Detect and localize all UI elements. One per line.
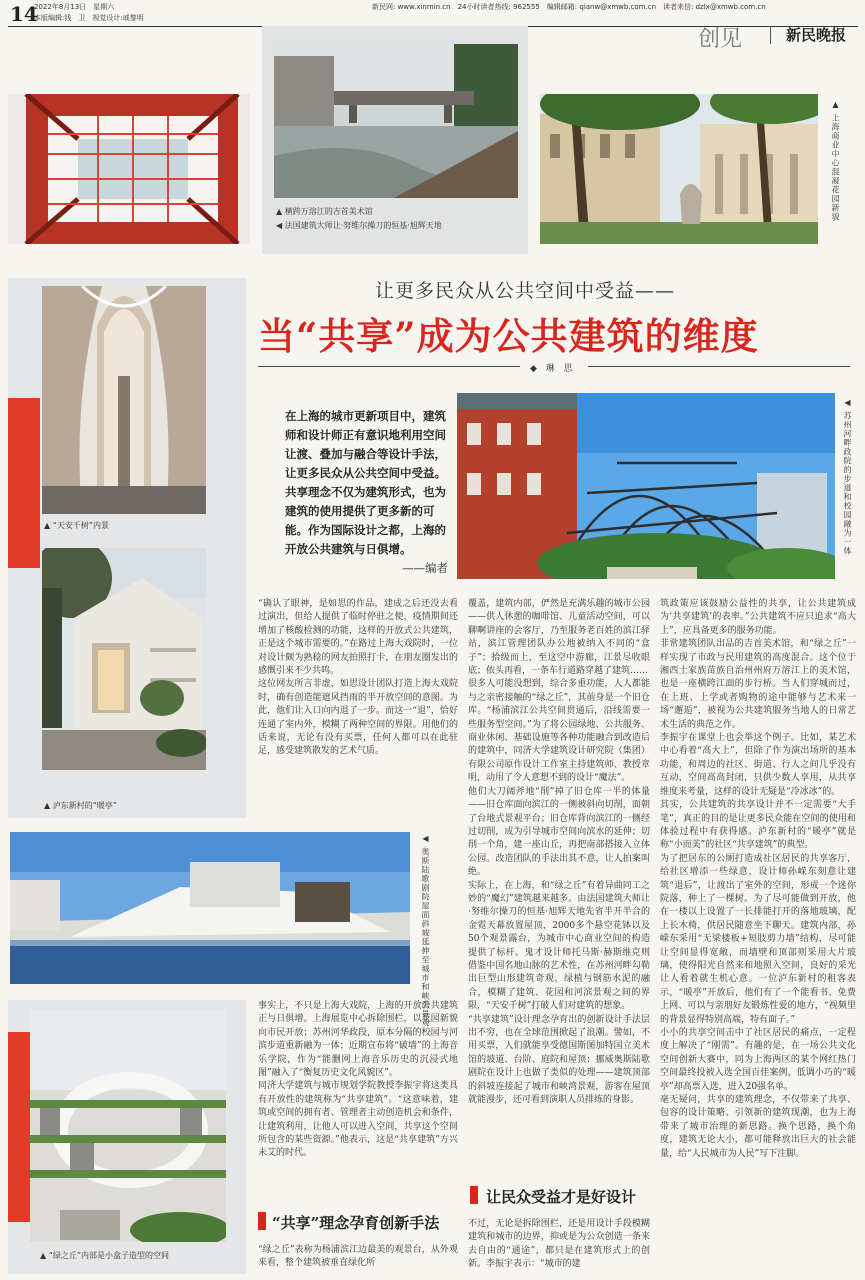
oslo-opera-image [10, 832, 410, 984]
body-column-1-end: “绿之丘”表称为杨浦滨江边最美的观景台，从外观来看，整个建筑被垂直绿化所 [258, 1245, 458, 1269]
article-headline: 当“共享”成为公共建筑的维度 [258, 314, 759, 358]
photo-suzhou-creek-pergola [457, 393, 835, 579]
intro-signature: ——编者 [402, 561, 448, 575]
tree-interior-image [42, 286, 206, 514]
body-column-3: 筑政策应该鼓励公益性的共享，让公共建筑成为‘共享建筑’的表率。”公共建筑不应只追求“高大上”，应具备更多的服务功能。 非常建筑团队出品的吉首美术馆，和“绿之丘”一样实现了市政与民用建筑的高度混合。这个位于湘西土家族苗族自治州州府万溶江上的美术馆，也是一座横跨江面的步行桥。当人们穿城而过，在上班、上学或者购物的途中能够与艺术来一场“邂逅”，被视为公共建筑服务当地人的日常艺术生活的典范之作。 李振宇在课堂上也会举这个例子。比如，某艺术中心看着“高大上”，但除了作为演出场所的基本功能，和周边的社区、街道、行人之间几乎没有互动，空间高高封闭，只供少数人享用，从共享维度来考量，这样的设计无疑是“冷冰冰”的。 其实，公共建筑的共享设计并不一定需要“大手笔”，真正的目的是让更多民众能在空间的使用和体验过程中有获得感。泸东新村的“暖亭”就是称“小而美”的社区“共享建筑”的典型。 为了把居东的公厕打造成社区居民的共享客厅，给社区增添一些绿意，设计师孙嵘东刻意让建筑“退后”，让渡出了室外的空间，形成一个迷你院落，种上了一棵树。为了尽可能做到开放，他在一楼以上设置了一长排能打开的落地玻璃，配上长木椅，供居民随意坐下聊天。建筑内部，孙嵘东采用“无梁楼板+短肢剪力墙”结构，尽可能让空间显得宽敞，而墙壁和顶部则采用大片玻璃，使得阳光自然来和地照入空间，良好的采光让人看着就生机心意。一位泸东新村的租客表示，“暖亭”开放后，他们有了一个能看书、免费上网、可以与亲朋好友锻炼性爱的地方，“视频里的背景显得特别高端，特有面子。” 小小的共享空间击中了社区居民的痛点，一定程度上解决了“刚需”。有趣的是，在一场公共文化空间创新大赛中，同为上海两区的某个网红热门空间最终投被入选全国百佳案例，低调小巧的“暖亭”却高票入选，进入20强名单。 毫无疑问，共享的建筑理念，不仅带来了共享、包容的设计策略、引领新的建筑现潮，也为上海带来了城市治理的新思路。换个思路，换个角度，建筑无论大小，都可能释放出巨大的社会能量，给“人民城市为人民”写下注脚。 [660, 599, 856, 1159]
caption-tree-interior: ▲ “天安千树”内景 [44, 521, 109, 530]
article-byline: ◆ 琳 思 [530, 364, 576, 374]
pergola-image [457, 393, 835, 579]
newspaper-brand: 新民晚报 [786, 26, 847, 44]
caption-jishou: ▲ 横跨万溶江的吉首美术馆 [276, 207, 373, 216]
photo-green-hill [30, 1010, 226, 1242]
red-atrium-image [8, 94, 250, 244]
body-column-1-bottom: 事实上，不只是上海大戏院，上海的开放公共建筑正与日俱增。上海展览中心拆除围栏，以花园新貌向市民开放；苏州河华政段，原本分隔的校园与河滨步道重新融为一体；近期宣布将“破墙”的上海音乐学院，作为“能删网上海音乐历史的沉浸式地图”融入了“衡复历史文化风貌区”。 同济大学建筑与城市规划学院教授李振宇将这类具有开放性的建筑称为“共享建筑”。“这意味着，建筑或空间的拥有者、管理者主动创造机会和条件，让建筑利用，让他人可以进入空间，共享这个空间所包含的某些资源。”他表示，这是“共享建筑”方兴未艾的时代。 [258, 1001, 458, 1159]
issue-date: 2022年8月13日 星期六 [34, 3, 115, 11]
article-kicker: 让更多民众从公共空间中受益—— [375, 280, 676, 302]
section-divider [770, 26, 771, 44]
byline-rule-right [588, 366, 850, 367]
body-column-1-top: “确认了眼神，是如思的作品，建成之后还没去看过演出，但给人提供了临时停驻之便，疫情期间还增加了核酸检测的功能，这样的开放式公共建筑，正是这个城市需要的。”在路过上海大戏院时，一位对设计颇为熟稔的网友拍照打卡，在朋友圈发出的感慨引来不少共鸣。 这位网友所言非虚，如思设计团队打造上海大戏院时，确有创造能遮风挡雨的半开放空间的意图。为此，他们让入口向内退了一步。而这一“退”，恰好连通了室内外，模糊了两种空间的界限。用他们的话来说，无论有没有买票，任何人都可以在此驻足，感受建筑散发的艺术气质。 [258, 599, 458, 757]
photo-jishou-bridge [274, 36, 518, 198]
contact-line: 新民网: www.xinmin.cn 24小时读者热线: 962555 编辑邮箱: qianw@xmwb.com.cn 读者来信: dzlx@xmwb.com.cn [372, 3, 766, 11]
warm-kiosk-image [42, 548, 206, 770]
subhead-1-marker [258, 1212, 266, 1230]
green-hill-image [30, 1010, 226, 1242]
subhead-innovation: “共享”理念孕育创新手法 [272, 1214, 440, 1232]
caption-pergola: ◀ 苏州河畔政院的步道和校园融为一体 [843, 398, 852, 556]
jishou-bridge-image [274, 36, 518, 198]
subhead-2-marker [470, 1186, 478, 1204]
photo-red-atrium [8, 94, 250, 244]
caption-green-hill: ▲ “绿之丘”内部是小盒子造型的空间 [40, 1251, 169, 1260]
article-intro [285, 407, 448, 578]
page-editors: 本版编辑:钱 卫 视觉设计:戚黎明 [34, 14, 144, 22]
caption-oslo-opera: ◀ 奥斯陆歌剧院屋面斜坡延伸至城市和峡湾景观 [421, 834, 430, 1028]
subhead-benefit: 让民众受益才是好设计 [486, 1188, 637, 1206]
body-column-2: 覆盖，建筑内部，俨然是充满乐趣的城市公园——供人休憩的咖啡馆、儿童活动空间，可以聊啊讲座的会客厅，乃至服务老百姓的滨江驿站，滨江管理团队办公地被纳入不同的“盒子”；拾级而上，至这空中游廊，江景尽收眼底；依头再看，一条车行道路穿越了建筑…… 很多人可能没想到，综合多重功能，人人都能与之亲密接触的“绿之丘”，其前身是一个旧仓库。“杨浦滨江公共空间贯通后，沿线需要一些服务型空间。”为了将公园绿地、公共服务、商业休闲、基础设施等各种功能融合到改造后的建筑中，同济大学建筑设计研究院（集团）有限公司原作设计工作室主持建筑师、教授章明，动用了令人意想不到的设计“魔法”。 他们大刀阔斧地“削”掉了旧仓库一半的体量——旧仓库面向滨江的一侧被斜向切削，面朝了台地式景观平台；旧仓库背向滨江的一侧经过切削，成为引导城市空间向滨水的延伸；切削一个角，建一座山丘，再把南部搭接入立体公园。改造团队的手法出其不意，让人拍案叫绝。 实际上，在上海，和“绿之丘”有着异曲同工之妙的“魔幻”建筑越来越多。由法国建筑大师让·努维尔操刀的恒基·旭辉天地先省半开半合的金霓天幕放置屋顶，2000多个悬空花钵以及50个观景露台，为城市中心商业空间的构造提供了标杆。鬼才设计师托马斯·赫斯维克则借鉴中国名地山脉的艺术性，在苏州河畔勾勒出巨型山形建筑奇观，绿植与钢筋水泥的融合，模糊了建筑、花园和河滨景观之间的界限，“天安千树”打破人们对建筑的想象。 “共享建筑”设计理念孕育出的创新设计手法层出不穷，也在全球范围掀起了浪潮。譬如，不用买票，人们就能享受德国斯图加特国立美术馆的坡道、台阶、庭院和屋顶；挪威奥斯陆歌剧院在设计上也做了类似的处理——建筑顶部的斜坡连接起了城市和峡湾景观，游客在屋顶就能漫步，还可看到演职人员排练的身影。 [468, 599, 650, 1106]
photo-exhibition-garden [540, 94, 818, 244]
body-column-2-end: 不过，无论是拆除围栏，还是用设计手段模糊建筑和城市的边界，抑或是为公众创造一条来去自由的“通途”，都只是在建筑形式上的创新。李振宇表示：“城市的建 [468, 1219, 650, 1270]
photo-tree-interior [42, 286, 206, 514]
caption-exhibition-garden: ▲ 上海商业中心混凝花园新貌 [831, 100, 840, 222]
exhibition-garden-image [540, 94, 818, 244]
page-number: 14 [10, 2, 38, 26]
byline-rule-left [258, 366, 520, 367]
photo-oslo-opera [10, 832, 410, 984]
red-strip-left [8, 398, 40, 568]
caption-hengji: ◀ 法国建筑大师让·努维尔操刀的恒基·旭辉天地 [276, 221, 442, 230]
photo-warm-kiosk [42, 548, 206, 770]
section-name: 创见 [698, 27, 743, 52]
intro-text: 在上海的城市更新项目中，建筑师和设计师正有意识地利用空间让渡、叠加与融合等设计手法，让更多民众从公共空间中受益。共享理念不仅为建筑形式，也为建筑的使用提供了更多新的可能。作为国际设计之都，上海的开放公共建筑与日俱增。 [285, 409, 446, 556]
caption-warm-kiosk: ▲ 泸东新村的“暖亭” [44, 801, 117, 810]
